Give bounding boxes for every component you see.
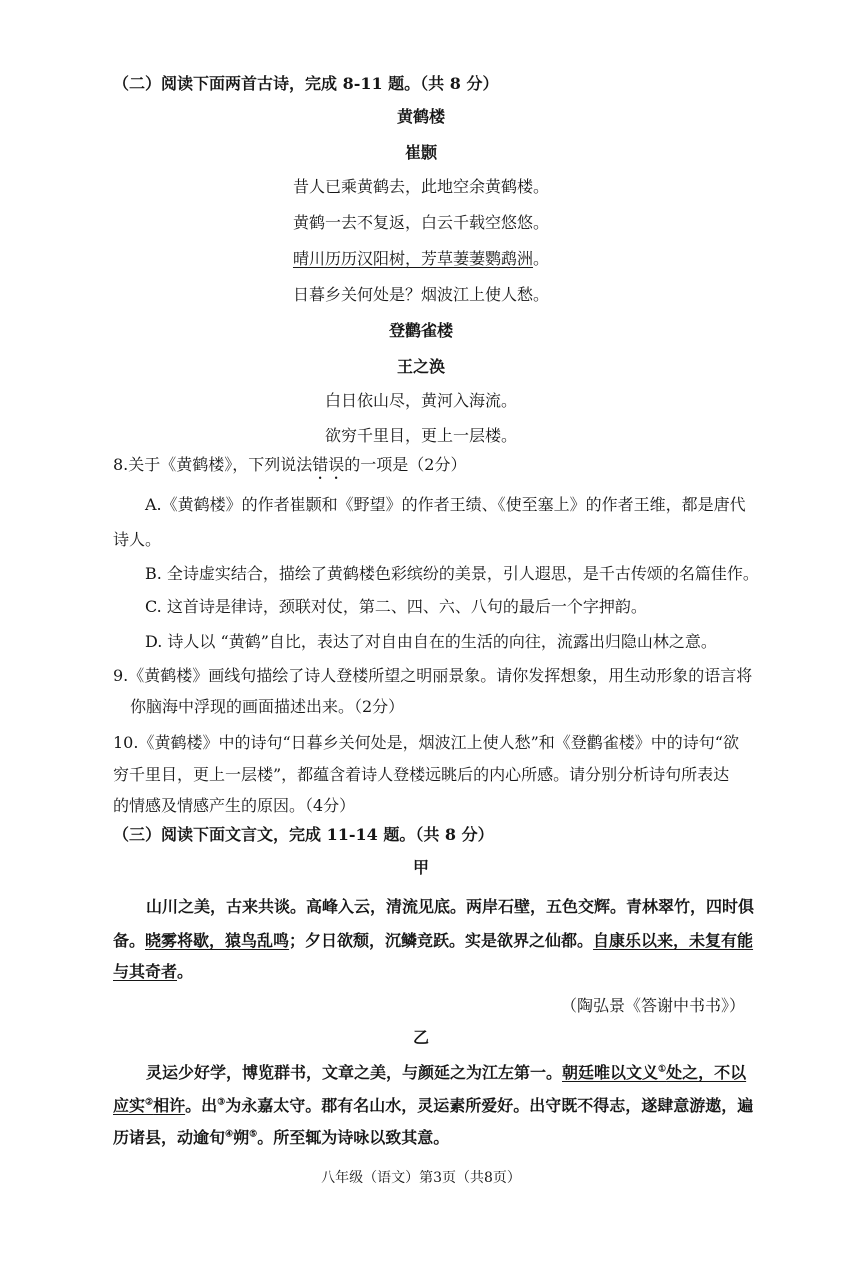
underlined-text: 与其奇者 [113,962,178,981]
passage-text: ；夕日欲颓，沉鳞竞跃。实是欲界之仙都。 [289,931,594,950]
poem-author: 崔颢 [404,143,437,162]
poem-author: 王之涣 [396,357,445,376]
underlined-text [113,1096,185,1115]
emphasized-text: 错误 [312,455,345,474]
passage-text: 。所至辄为诗咏以致其意。 [257,1128,450,1147]
underlined-text: 晓雾将歇，猿鸟乱鸣 [145,931,290,950]
poem-line: 昔人已乘黄鹤去，此地空余黄鹤楼。 [292,177,549,196]
passage-text: 。出 [185,1096,218,1115]
question-10-stem: 10.《黄鹤楼》中的诗句“日暮乡关何处是，烟波江上使人愁”和《登鹳雀楼》中的诗句“欲 [113,733,739,752]
passage-label: 乙 [412,1028,429,1047]
underlined-segment: 处之，不以 [666,1063,747,1082]
section-heading: （二）阅读下面两首古诗，完成 8-11 题。（共 8 分） [113,74,499,93]
passage-text: 备。 [113,931,146,950]
stem-text: 8.关于《黄鹤楼》，下列说法 [113,455,313,474]
question-8-stem [113,455,466,475]
passage-line [113,931,753,951]
question-9-stem-continued: 你脑海中浮现的画面描述出来。（2分） [130,697,405,716]
option-d: D. 诗人以 “黄鹤”自比，表达了对自由自在的生活的向往，流露出归隐山林之意。 [145,632,717,651]
underlined-segment: 应实 [113,1096,146,1115]
footnote-marker: ② [145,1097,154,1108]
poem-line: 日暮乡关何处是？烟波江上使人愁。 [292,285,549,304]
page-footer: 八年级（语文）第3页（共8页） [321,1170,521,1186]
passage-source: （陶弘景《答谢中书书》） [560,996,745,1015]
punctuation: 。 [177,962,194,981]
passage-text: 历诸县，动逾旬 [113,1128,226,1147]
stem-text: 的一项是（2分） [344,455,467,474]
poem-line: 黄鹤一去不复返，白云千载空悠悠。 [292,213,549,232]
option-a-continued: 诗人。 [113,530,162,549]
poem-title: 登鹳雀楼 [388,321,453,340]
underlined-segment: 相许 [153,1096,186,1115]
poem-title: 黄鹤楼 [396,107,445,126]
passage-label: 甲 [412,858,429,877]
option-a: A.《黄鹤楼》的作者崔颢和《野望》的作者王绩、《使至塞上》的作者王维，都是唐代 [145,495,746,514]
underlined-text [562,1063,746,1082]
section-heading: （三）阅读下面文言文，完成 11-14 题。（共 8 分） [113,825,494,844]
passage-line: 山川之美，古来共谈。高峰入云，清流见底。两岸石壁，五色交辉。青林翠竹，四时俱 [146,897,755,916]
passage-text: 灵运少好学，博览群书，文章之美，与颜延之为江左第一。 [146,1063,563,1082]
option-c: C. 这首诗是律诗，颈联对仗，第二、四、六、八句的最后一个字押韵。 [145,597,647,616]
passage-text: 为永嘉太守。郡有名山水，灵运素所爱好。出守既不得志，遂肆意游遨，遍 [225,1096,754,1115]
passage-line [146,1063,746,1083]
poem-line-underlined [0,249,842,269]
footnote-marker: ④ [225,1129,234,1140]
poem-line: 欲穷千里目，更上一层楼。 [324,426,517,445]
question-10-stem-continued: 穷千里目，更上一层楼”，都蕴含着诗人登楼远眺后的内心所感。请分别分析诗句所表达 [113,765,730,784]
passage-text: 朔 [233,1128,250,1147]
underlined-text: 自康乐以来，未复有能 [593,931,754,950]
passage-line [113,1096,753,1116]
poem-line: 白日依山尽，黄河入海流。 [324,391,517,410]
passage-line [113,962,193,982]
punctuation: 。 [533,249,550,268]
question-10-stem-continued: 的情感及情感产生的原因。（4分） [113,796,356,815]
footnote-marker: ⑤ [249,1129,258,1140]
question-9-stem: 9.《黄鹤楼》画线句描绘了诗人登楼所望之明丽景象。请你发挥想象，用生动形象的语言将 [113,666,753,685]
underlined-text: 晴川历历汉阳树，芳草萋萋鹦鹉洲 [292,249,533,268]
footnote-marker: ③ [217,1097,226,1108]
option-b: B. 全诗虚实结合，描绘了黄鹤楼色彩缤纷的美景，引人遐思，是千古传颂的名篇佳作。 [145,564,759,583]
underlined-segment: 朝廷唯以文义 [562,1063,659,1082]
footnote-marker: ① [658,1064,667,1075]
passage-line [113,1128,449,1148]
